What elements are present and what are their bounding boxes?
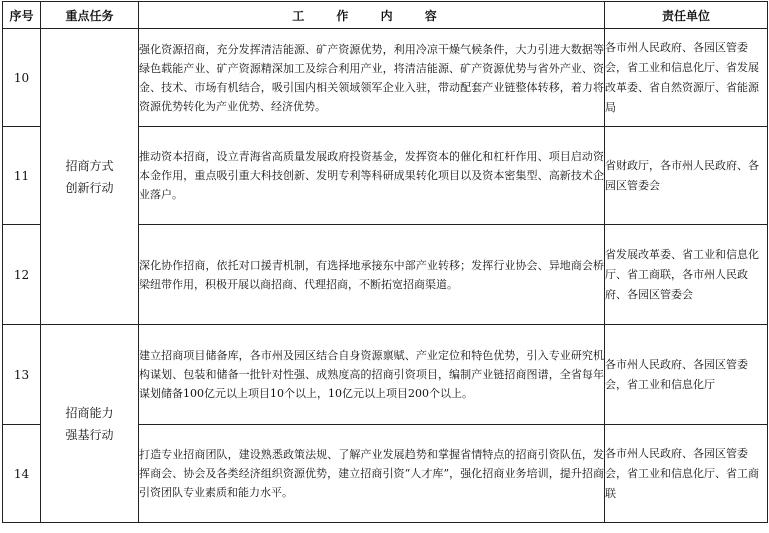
- responsible-cell: 各市州人民政府、各园区管委会，省工业和信息化厅: [605, 325, 768, 425]
- header-task: 重点任务: [41, 2, 139, 29]
- row-number: 11: [3, 127, 41, 225]
- task-cell: [41, 325, 139, 523]
- task-capability: 招商能力强基行动: [65, 405, 114, 442]
- task-innovation: 招商方式创新行动: [65, 158, 114, 195]
- row-number: 10: [3, 29, 41, 127]
- content-cell: 推动资本招商，设立青海省高质量发展政府投资基金，发挥资本的催化和杠杆作用、项目启动资本金作用，重点吸引重大科技创新、发明专利等科研成果转化项目以及资本密集型、高新技术企业落户。: [139, 127, 605, 225]
- work-plan-table: [2, 1, 768, 523]
- row-number: 12: [3, 225, 41, 325]
- row-number: 13: [3, 325, 41, 425]
- header-content: 工 作 内 容: [139, 2, 605, 29]
- table-row: [3, 325, 768, 425]
- header-no: 序号: [3, 2, 41, 29]
- row-number: 14: [3, 425, 41, 523]
- content-cell: 深化协作招商，依托对口援青机制，有选择地承接东中部产业转移；发挥行业协会、异地商会桥梁纽带作用，积极开展以商招商、代理招商，不断拓宽招商渠道。: [139, 225, 605, 325]
- content-cell: 打造专业招商团队，建设熟悉政策法规、了解产业发展趋势和掌握省情特点的招商引资队伍，发挥商会、协会及各类经济组织资源优势，建立招商引资“人才库”，强化招商业务培训，提升招商引资团队专业素质和能力水平。: [139, 425, 605, 523]
- responsible-cell: 各市州人民政府、各园区管委会，省工业和信息化厅、省发展改革委、省自然资源厅、省能源局: [605, 29, 768, 127]
- responsible-cell: 省财政厅，各市州人民政府、各园区管委会: [605, 127, 768, 225]
- task-cell: [41, 29, 139, 325]
- content-cell: 建立招商项目储备库，各市州及园区结合自身资源禀赋、产业定位和特色优势，引入专业研究机构谋划、包装和储备一批针对性强、成熟度高的招商引资项目，编制产业链招商图谱，全省每年谋划储备100亿元以上项目10个以上，10亿元以上项目200个以上。: [139, 325, 605, 425]
- table-row: [3, 29, 768, 127]
- header-responsible: 责任单位: [605, 2, 768, 29]
- responsible-cell: 省发展改革委、省工业和信息化厅、省工商联，各市州人民政府、各园区管委会: [605, 225, 768, 325]
- header-row: [3, 2, 768, 29]
- content-cell: 强化资源招商，充分发挥清洁能源、矿产资源优势，利用冷凉干燥气候条件，大力引进大数据等绿色载能产业、矿产资源精深加工及综合利用产业，将清洁能源、矿产资源优势与省外产业、资金、技术、市场有机结合，吸引国内相关领域领军企业入驻，带动配套产业链整体转移，着力将资源优势转化为产业优势、经济优势。: [139, 29, 605, 127]
- responsible-cell: 各市州人民政府、各园区管委会，省工业和信息化厅、省工商联: [605, 425, 768, 523]
